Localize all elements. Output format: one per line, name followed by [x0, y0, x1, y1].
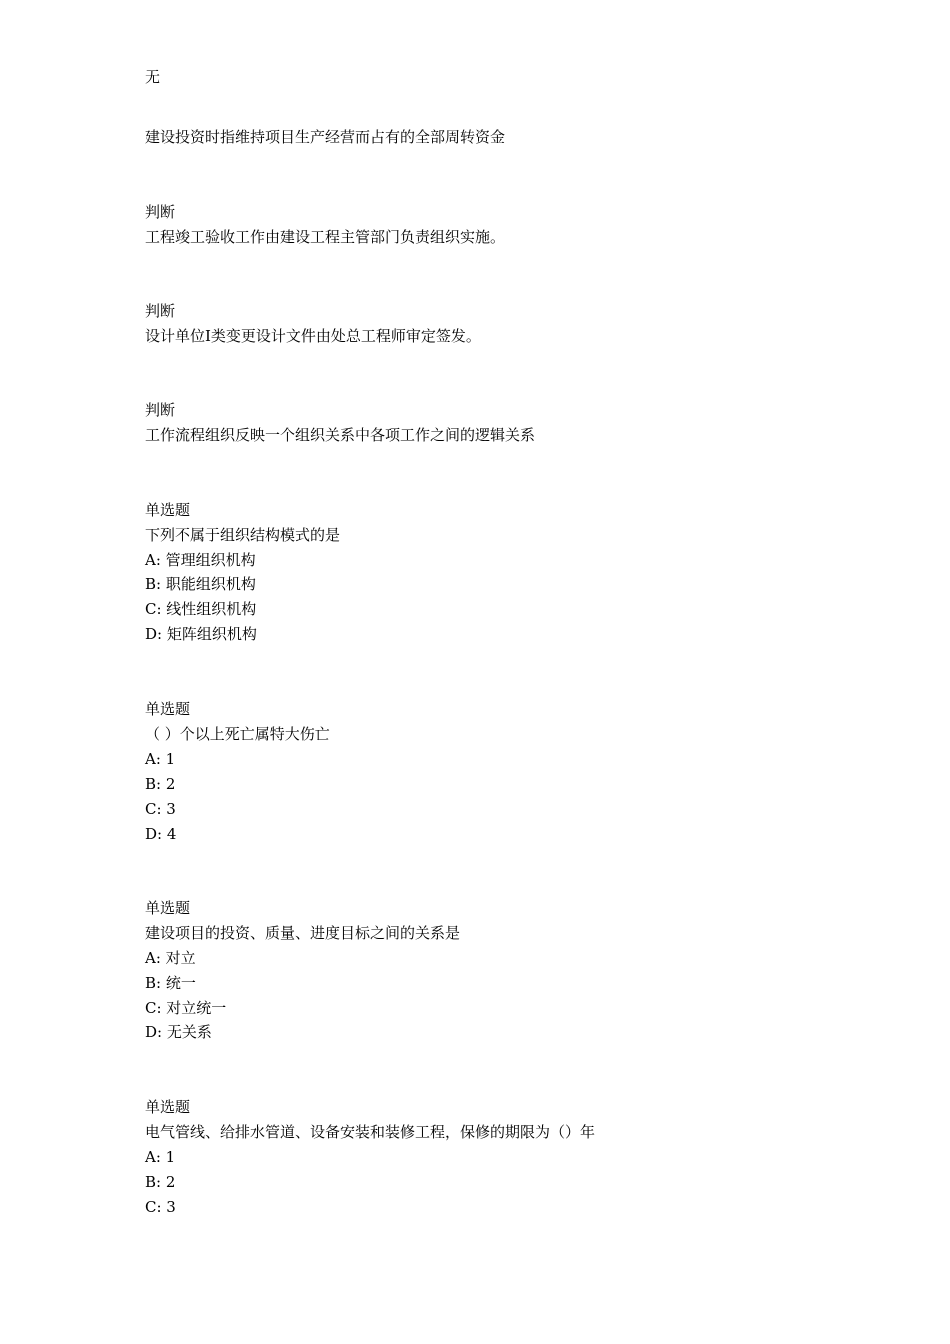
- question-type-label: 判断: [145, 203, 176, 221]
- option-b: B: 统一: [145, 974, 196, 992]
- option-a: A: 1: [145, 750, 176, 768]
- question-type-label: 单选题: [145, 700, 191, 718]
- question-type-label: 判断: [145, 302, 176, 320]
- question-text: 设计单位Ⅰ类变更设计文件由处总工程师审定签发。: [145, 327, 481, 345]
- question-text: 工作流程组织反映一个组织关系中各项工作之间的逻辑关系: [145, 426, 536, 444]
- option-b: B: 职能组织机构: [145, 575, 256, 593]
- question-text: 电气管线、给排水管道、设备安装和装修工程，保修的期限为（）年: [145, 1123, 596, 1141]
- option-a: A: 管理组织机构: [145, 551, 256, 569]
- question-text: （ ）个以上死亡属特大伤亡: [145, 725, 330, 743]
- option-c: C: 线性组织机构: [145, 600, 257, 618]
- question-text: 工程竣工验收工作由建设工程主管部门负责组织实施。: [145, 228, 506, 246]
- option-a: A: 1: [145, 1148, 176, 1166]
- option-c: C: 3: [145, 800, 176, 818]
- option-d: D: 无关系: [145, 1023, 212, 1041]
- question-type-label: 单选题: [145, 899, 191, 917]
- option-b: B: 2: [145, 1173, 176, 1191]
- option-c: C: 3: [145, 1198, 176, 1216]
- question-type-label: 单选题: [145, 1098, 191, 1116]
- question-text: 建设投资时指维持项目生产经营而占有的全部周转资金: [145, 128, 506, 146]
- option-d: D: 矩阵组织机构: [145, 625, 257, 643]
- option-c: C: 对立统一: [145, 999, 227, 1017]
- question-type-label: 单选题: [145, 501, 191, 519]
- question-type-label: 判断: [145, 401, 176, 419]
- option-a: A: 对立: [145, 949, 196, 967]
- question-text: 下列不属于组织结构模式的是: [145, 526, 341, 544]
- option-b: B: 2: [145, 775, 176, 793]
- option-d: D: 4: [145, 825, 177, 843]
- question-text: 建设项目的投资、质量、进度目标之间的关系是: [145, 924, 461, 942]
- answer-note: 无: [145, 68, 161, 86]
